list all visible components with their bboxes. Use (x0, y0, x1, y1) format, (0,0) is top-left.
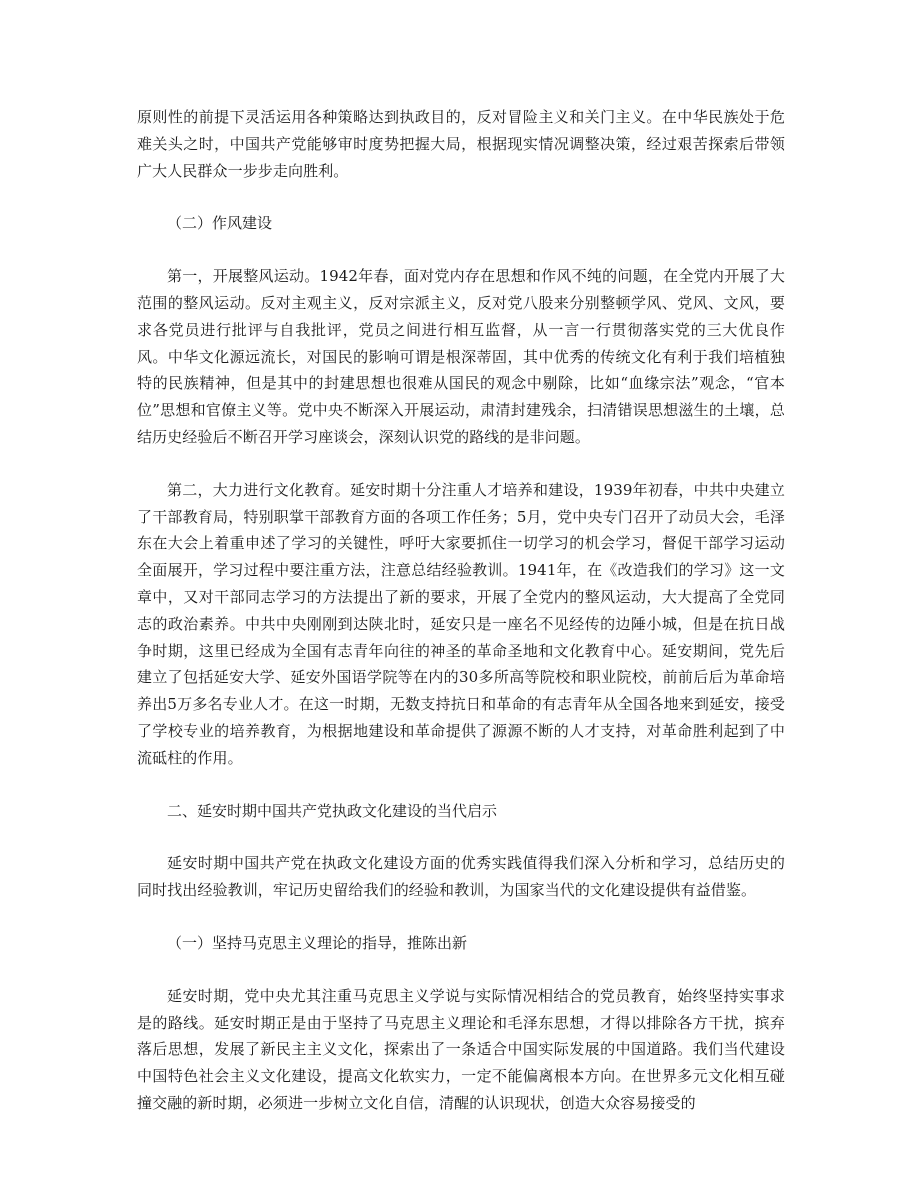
section-heading-marxism: （一）坚持马克思主义理论的指导，推陈出新 (167, 933, 468, 952)
paragraph-inspiration-intro: 延安时期中国共产党在执政文化建设方面的优秀实践值得我们深入分析和学习，总结历史的同时找出经验教训，牢记历史留给我们的经验和教训，为国家当代的文化建设提供有益借鉴。 (137, 854, 785, 900)
section-heading-style-building: （二）作风建设 (167, 214, 273, 233)
document-page (137, 104, 785, 1117)
paragraph-marxism: 延安时期，党中央尤其注重马克思主义学说与实际情况相结合的党员教育，始终坚持实事求是的路线。延安时期正是由于坚持了马克思主义理论和毛泽东思想，才得以排除各方干扰，摈弃落后思想，发展了新民主主义文化，探索出了一条适合中国实际发展的中国道路。我们当代建设中国特色社会主义文化建设，提高文化软实力，一定不能偏离根本方向。在世界多元文化相互碰撞交融的新时期，必须进一步树立文化自信，清醒的认识现状，创造大众容易接受的 (137, 986, 785, 1112)
paragraph-continuation: 原则性的前提下灵活运用各种策略达到执政目的，反对冒险主义和关门主义。在中华民族处于危难关头之时，中国共产党能够审时度势把握大局，根据现实情况调整决策，经过艰苦探索后带领广大人民群众一步步走向胜利。 (137, 108, 785, 180)
paragraph-rectification: 第一，开展整风运动。1942年春，面对党内存在思想和作风不纯的问题，在全党内开展了大范围的整风运动。反对主观主义，反对宗派主义，反对党八股来分别整顿学风、党风、文风，要求各党员进行批评与自我批评，党员之间进行相互监督，从一言一行贯彻落实党的三大优良作风。中华文化源远流长，对国民的影响可谓是根深蒂固，其中优秀的传统文化有利于我们培植独特的民族精神，但是其中的封建思想也很难从国民的观念中剔除，比如“血缘宗法”观念，“官本位”思想和官僚主义等。党中央不断深入开展运动，肃清封建残余，扫清错误思想滋生的土壤，总结历史经验后不断召开学习座谈会，深刻认识党的路线的是非问题。 (137, 267, 785, 446)
paragraph-education: 第二，大力进行文化教育。延安时期十分注重人才培养和建设，1939年初春，中共中央建立了干部教育局，特别职掌干部教育方面的各项工作任务；5月，党中央专门召开了动员大会，毛泽东在大会上着重申述了学习的关键性，呼吁大家要抓住一切学习的机会学习，督促干部学习运动全面展开，学习过程中要注重方法，注意总结经验教训。1941年，在《改造我们的学习》这一文章中，又对干部同志学习的方法提出了新的要求，开展了全党内的整风运动，大大提高了全党同志的政治素养。中共中央刚刚到达陕北时，延安只是一座名不见经传的边陲小城，但是在抗日战争时期，这里已经成为全国有志青年向往的神圣的革命圣地和文化教育中心。延安期间，党先后建立了包括延安大学、延安外国语学院等在内的30多所高等院校和职业院校，前前后后为革命培养出5万多名专业人才。在这一时期，无数支持抗日和革命的有志青年从全国各地来到延安，接受了学校专业的培养教育，为根据地建设和革命提供了源源不断的人才支持，对革命胜利起到了中流砥柱的作用。 (137, 480, 785, 767)
chapter-heading-contemporary-inspiration: 二、延安时期中国共产党执政文化建设的当代启示 (167, 801, 498, 820)
